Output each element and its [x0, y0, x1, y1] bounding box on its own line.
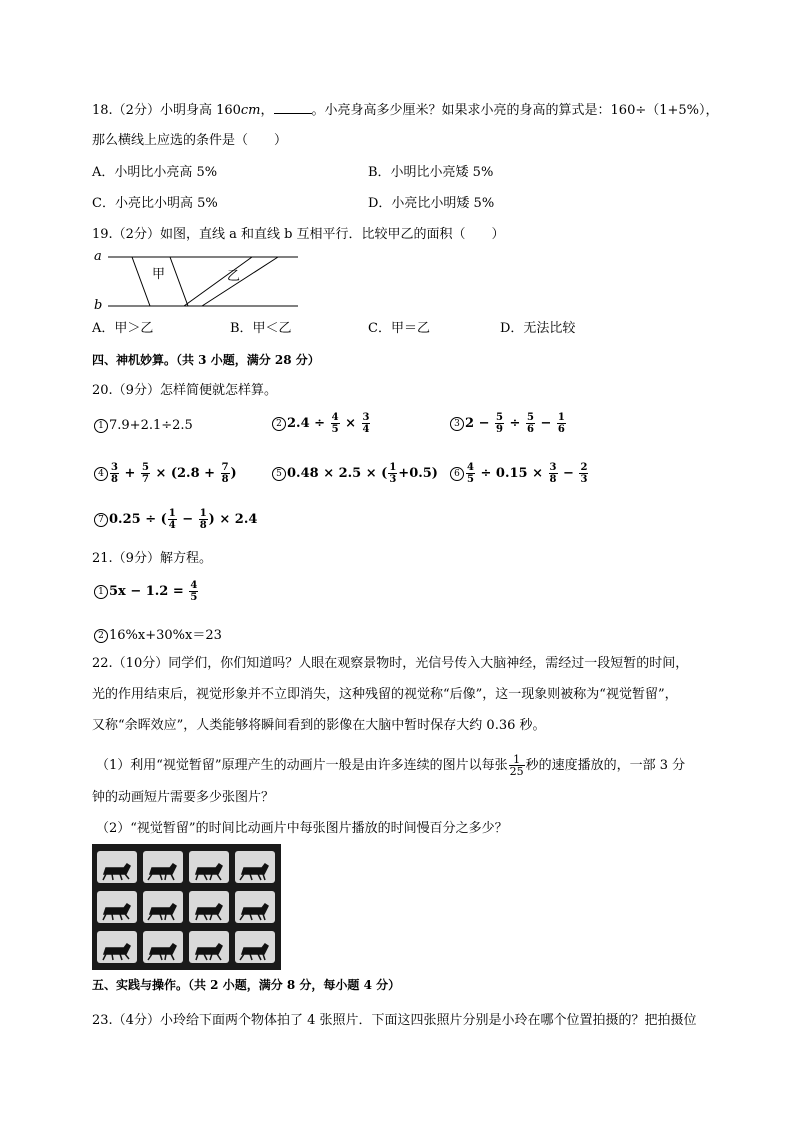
q19-label-yi: 乙 — [227, 269, 241, 284]
numerator: 4 — [190, 580, 198, 591]
circle-number: 1 — [94, 419, 108, 433]
fraction — [221, 462, 230, 485]
q20-expr-5 — [272, 462, 438, 485]
denominator: 9 — [496, 424, 503, 435]
numerator: 3 — [549, 462, 557, 473]
q18-option-d: D．小亮比小明矮 5% — [368, 196, 495, 211]
q22-sub1-text-b: 秒的速度播放的，一部 3 分 — [525, 758, 686, 773]
numerator: 1 — [557, 412, 565, 423]
expr-text: 2 − — [465, 416, 490, 431]
expr-text: + — [124, 466, 136, 481]
q19-option-d: D．无法比较 — [500, 321, 576, 336]
circle-number: 1 — [94, 585, 108, 599]
fraction — [168, 508, 177, 531]
denominator: 25 — [509, 765, 524, 778]
fraction — [526, 412, 535, 435]
q19-option-a: A．甲＞乙 — [92, 321, 154, 336]
q18-option-b: B．小明比小亮矮 5% — [368, 165, 494, 180]
numerator: 4 — [331, 412, 339, 423]
fraction — [557, 412, 566, 435]
numerator: 5 — [141, 462, 149, 473]
numerator: 2 — [580, 462, 588, 473]
expr-text: 7.9+2.1÷2.5 — [109, 418, 193, 433]
numerator: 1 — [168, 508, 176, 519]
q18-unit: cm — [240, 103, 261, 118]
expr-text: 0.48 × 2.5 × ( — [287, 466, 388, 481]
jia-left-edge — [132, 257, 150, 306]
denominator: 5 — [331, 424, 339, 435]
denominator: 3 — [389, 474, 397, 485]
numerator: 4 — [467, 462, 474, 473]
q18-text-a: 18.（2分）小明身高 160 — [92, 103, 241, 118]
q22-line2: 光的作用结束后，视觉形象并不立即消失，这种残留的视觉称“后像”，这一现象则被称为“视觉暂留”， — [92, 687, 678, 702]
denominator: 3 — [580, 474, 588, 485]
horse-animation-image — [92, 844, 281, 970]
expr-text: ) × 2.4 — [208, 512, 258, 527]
circle-number: 4 — [94, 467, 108, 481]
q21-eq-1 — [94, 580, 199, 603]
q18-option-c: C．小亮比小明高 5% — [92, 196, 218, 211]
q20-expr-7 — [94, 508, 257, 531]
denominator: 4 — [362, 424, 370, 435]
section-5-heading: 五、实践与操作。（共 2 小题，满分 8 分，每小题 4 分） — [92, 978, 401, 992]
circle-number: 5 — [272, 467, 286, 481]
q19-label-jia: 甲 — [152, 267, 166, 282]
fraction — [141, 462, 150, 485]
denominator: 7 — [141, 474, 149, 485]
expr-text: − — [563, 466, 574, 481]
q22-line3: 又称“余晖效应”，人类能够将瞬间看到的影像在大脑中暂时保存大约 0.36 秒。 — [92, 718, 546, 733]
expr-text: 2.4 ÷ — [287, 416, 326, 431]
q18-text-b: ， — [260, 103, 274, 118]
fraction — [579, 462, 588, 485]
expr-text: − — [182, 512, 194, 527]
denominator: 6 — [526, 424, 534, 435]
fraction — [189, 580, 198, 603]
expr-text: ) — [230, 466, 237, 481]
q19-stem: 19.（2分）如图，直线 a 和直线 b 互相平行．比较甲乙的面积（ ） — [92, 227, 505, 242]
denominator: 8 — [549, 474, 557, 485]
section-4-heading: 四、神机妙算。（共 3 小题，满分 28 分） — [92, 353, 320, 367]
expr-text: 0.25 ÷ ( — [109, 512, 167, 527]
q23-line1: 23.（4分）小玲给下面两个物体拍了 4 张照片．下面这四张照片分别是小玲在哪个位置拍摄的？把拍摄位 — [92, 1013, 697, 1028]
numerator: 3 — [362, 412, 370, 423]
circle-number: 6 — [450, 467, 464, 481]
fraction — [110, 462, 119, 485]
expr-text: 5x − 1.2 = — [109, 584, 184, 599]
denominator: 6 — [557, 424, 565, 435]
circle-number: 3 — [450, 417, 464, 431]
q22-sub2: （2）“视觉暂留”的时间比动画片中每张图片播放的时间慢百分之多少？ — [96, 821, 508, 836]
numerator: 1 — [509, 754, 525, 766]
jia-right-edge — [170, 257, 188, 306]
denominator: 5 — [190, 592, 198, 603]
fraction — [199, 508, 208, 531]
q21-stem: 21.（9分）解方程。 — [92, 551, 212, 566]
denominator: 4 — [168, 520, 176, 531]
expr-text: ÷ 0.15 × — [480, 466, 543, 481]
expr-text: ÷ — [509, 416, 521, 431]
q22-sub1 — [96, 754, 685, 778]
q18-line2: 那么横线上应选的条件是（ ） — [92, 133, 288, 148]
fraction — [495, 412, 504, 435]
circle-number: 7 — [94, 513, 108, 527]
q21-eq-2 — [94, 624, 222, 643]
fraction — [388, 462, 397, 485]
fraction — [549, 462, 558, 485]
q18-line1 — [92, 101, 719, 120]
q19-label-b: b — [94, 298, 103, 313]
q22-sub1-line2: 钟的动画短片需要多少张图片？ — [92, 790, 275, 805]
numerator: 5 — [526, 412, 534, 423]
q18-blank — [274, 101, 312, 114]
q18-text-c: 。小亮身高多少厘米？如果求小亮的身高的算式是：160÷（1+5%）， — [311, 103, 719, 118]
denominator: 5 — [467, 474, 474, 485]
circle-number: 2 — [272, 417, 286, 431]
q20-expr-3 — [450, 412, 567, 435]
expr-text: +0.5) — [398, 466, 438, 481]
q20-expr-1 — [94, 418, 193, 433]
yi-right-edge — [184, 257, 252, 306]
expr-text: 16%x+30%x＝23 — [109, 628, 222, 643]
numerator: 5 — [496, 412, 503, 423]
denominator: 8 — [199, 520, 207, 531]
q18-option-a: A．小明比小亮高 5% — [92, 165, 218, 180]
numerator: 1 — [199, 508, 207, 519]
q22-line1: 22.（10分）同学们，你们知道吗？人眼在观察景物时，光信号传入大脑神经，需经过一段短暂的时间， — [92, 656, 689, 671]
numerator: 7 — [221, 462, 229, 473]
q20-expr-2 — [272, 412, 371, 435]
fraction — [509, 754, 525, 777]
numerator: 1 — [389, 462, 397, 473]
numerator: 3 — [111, 462, 118, 473]
q22-sub1-text-a: （1）利用“视觉暂留”原理产生的动画片一般是由许多连续的图片以每张 — [96, 758, 508, 773]
q20-expr-4 — [94, 462, 237, 485]
expr-text: × — [345, 416, 356, 431]
expr-text: × (2.8 + — [155, 466, 216, 481]
q19-figure — [92, 248, 312, 314]
horse-silhouettes — [92, 844, 281, 970]
q19-option-c: C．甲＝乙 — [368, 321, 430, 336]
q19-label-a: a — [94, 249, 102, 264]
q19-option-b: B．甲＜乙 — [230, 321, 292, 336]
fraction — [466, 462, 475, 485]
circle-number: 2 — [94, 629, 108, 643]
denominator: 8 — [221, 474, 229, 485]
q20-expr-6 — [450, 462, 589, 485]
expr-text: − — [540, 416, 552, 431]
fraction — [362, 412, 371, 435]
fraction — [331, 412, 340, 435]
q20-stem: 20.（9分）怎样简便就怎样算。 — [92, 383, 277, 398]
denominator: 8 — [111, 474, 118, 485]
